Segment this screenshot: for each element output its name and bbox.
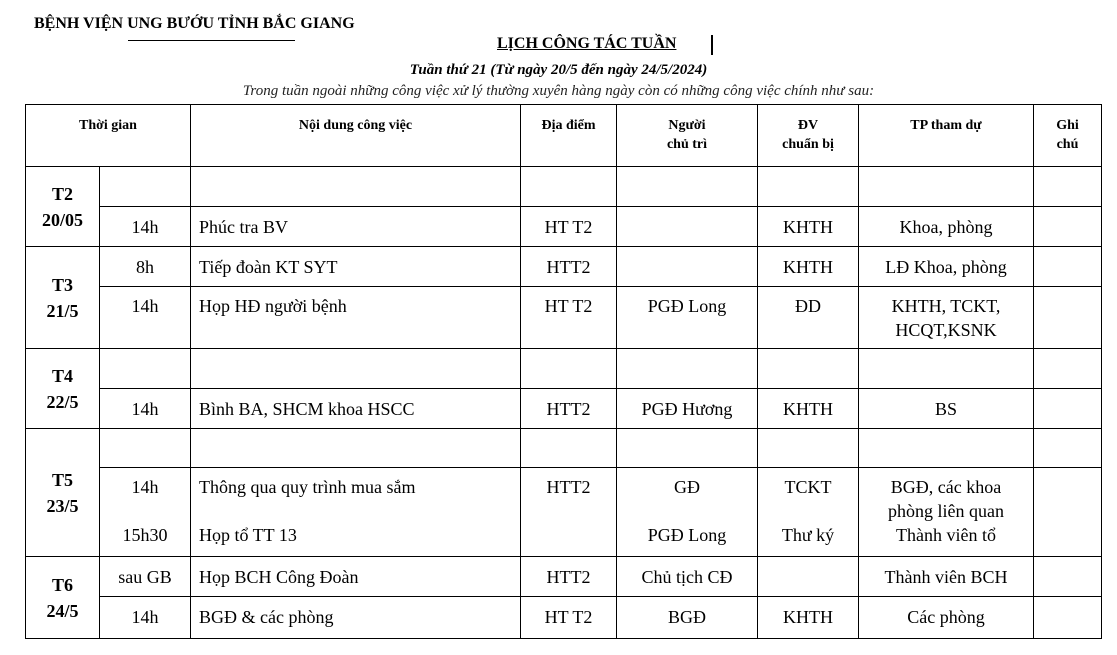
table-row bbox=[26, 167, 1102, 207]
day-cell-thu bbox=[26, 429, 100, 557]
col-note-line2: chú bbox=[1056, 137, 1079, 152]
col-location: Địa điểm bbox=[521, 105, 617, 167]
table-row bbox=[26, 207, 1102, 247]
host-line: GĐ bbox=[674, 477, 700, 497]
content-line: Họp tổ TT 13 bbox=[199, 525, 297, 545]
table-row bbox=[26, 557, 1102, 597]
day-cell-tue bbox=[26, 247, 100, 349]
location-cell: HTT2 bbox=[521, 557, 617, 597]
participants-line: Thành viên tổ bbox=[896, 525, 996, 545]
location-cell: HT T2 bbox=[521, 287, 617, 349]
content-line: Thông qua quy trình mua sắm bbox=[199, 477, 416, 497]
intro-text: Trong tuần ngoài những công việc xử lý thường xuyên hàng ngày còn có những công việc chính như sau: bbox=[242, 83, 875, 99]
col-prep-line1: ĐV bbox=[797, 118, 819, 133]
participants-cell: Các phòng bbox=[859, 597, 1034, 639]
prep-line: TCKT bbox=[784, 477, 832, 497]
day-label: T6 bbox=[51, 574, 73, 595]
content-cell: Bình BA, SHCM khoa HSCC bbox=[191, 389, 521, 429]
time-cell: 14h bbox=[100, 389, 191, 429]
day-cell-mon bbox=[26, 167, 100, 247]
time-cell bbox=[100, 468, 191, 557]
col-time: Thời gian bbox=[26, 105, 191, 167]
day-label: T3 bbox=[51, 274, 73, 295]
content-cell bbox=[191, 468, 521, 557]
day-date: 22/5 bbox=[46, 391, 79, 412]
host-cell bbox=[617, 468, 758, 557]
organization-name: BỆNH VIỆN UNG BƯỚU TỈNH BẮC GIANG bbox=[34, 15, 355, 32]
col-prep bbox=[758, 105, 859, 167]
time-line: 14h bbox=[131, 477, 159, 497]
prep-cell: KHTH bbox=[758, 389, 859, 429]
table-row bbox=[26, 247, 1102, 287]
day-label: T2 bbox=[51, 183, 73, 204]
host-cell: PGĐ Hương bbox=[617, 389, 758, 429]
day-date: 23/5 bbox=[46, 495, 79, 516]
prep-cell: KHTH bbox=[758, 207, 859, 247]
time-cell: sau GB bbox=[100, 557, 191, 597]
host-line: PGĐ Long bbox=[647, 525, 727, 545]
day-date: 21/5 bbox=[46, 300, 79, 321]
participants-line: KHTH, TCKT, bbox=[891, 296, 1001, 316]
table-row bbox=[26, 349, 1102, 389]
text-cursor bbox=[711, 35, 713, 55]
content-cell: BGĐ & các phòng bbox=[191, 597, 521, 639]
col-host-line2: chủ trì bbox=[666, 137, 708, 152]
time-cell: 8h bbox=[100, 247, 191, 287]
content-cell: Tiếp đoàn KT SYT bbox=[191, 247, 521, 287]
schedule-table bbox=[25, 104, 1102, 639]
week-subtitle: Tuần thứ 21 (Từ ngày 20/5 đến ngày 24/5/2024) bbox=[409, 62, 708, 78]
participants-cell: Khoa, phòng bbox=[859, 207, 1034, 247]
day-cell-wed bbox=[26, 349, 100, 429]
participants-cell bbox=[859, 287, 1034, 349]
time-cell: 14h bbox=[100, 207, 191, 247]
day-label: T4 bbox=[51, 365, 73, 386]
participants-line: BGĐ, các khoa bbox=[890, 477, 1002, 497]
table-row bbox=[26, 287, 1102, 349]
time-cell: 14h bbox=[100, 597, 191, 639]
day-label: T5 bbox=[51, 469, 73, 490]
participants-cell: BS bbox=[859, 389, 1034, 429]
time-cell: 14h bbox=[100, 287, 191, 349]
prep-cell bbox=[758, 557, 859, 597]
content-cell: Họp BCH Công Đoàn bbox=[191, 557, 521, 597]
day-date: 24/5 bbox=[46, 600, 79, 621]
location-cell: HTT2 bbox=[521, 389, 617, 429]
col-host-line1: Người bbox=[668, 118, 706, 133]
participants-cell bbox=[859, 468, 1034, 557]
col-prep-line2: chuẩn bị bbox=[782, 137, 834, 152]
prep-line: Thư ký bbox=[781, 525, 835, 545]
col-participants: TP tham dự bbox=[859, 105, 1034, 167]
host-cell bbox=[617, 247, 758, 287]
prep-cell bbox=[758, 468, 859, 557]
col-note-line1: Ghi bbox=[1056, 118, 1079, 133]
day-date: 20/05 bbox=[41, 209, 83, 230]
location-cell: HTT2 bbox=[521, 247, 617, 287]
prep-cell: ĐD bbox=[758, 287, 859, 349]
prep-cell: KHTH bbox=[758, 597, 859, 639]
location-cell: HTT2 bbox=[521, 468, 617, 557]
header-row bbox=[26, 105, 1102, 167]
content-cell: Phúc tra BV bbox=[191, 207, 521, 247]
day-cell-fri bbox=[26, 557, 100, 639]
time-line: 15h30 bbox=[122, 525, 168, 545]
table-row bbox=[26, 468, 1102, 557]
host-cell: Chủ tịch CĐ bbox=[617, 557, 758, 597]
page-title: LỊCH CÔNG TÁC TUẦN bbox=[497, 35, 677, 52]
host-cell: BGĐ bbox=[617, 597, 758, 639]
col-host bbox=[617, 105, 758, 167]
table-row bbox=[26, 389, 1102, 429]
host-cell bbox=[617, 207, 758, 247]
table-row bbox=[26, 597, 1102, 639]
col-note bbox=[1034, 105, 1102, 167]
content-cell: Họp HĐ người bệnh bbox=[191, 287, 521, 349]
participants-cell: LĐ Khoa, phòng bbox=[859, 247, 1034, 287]
organization-underline bbox=[128, 40, 295, 41]
participants-line: HCQT,KSNK bbox=[895, 320, 997, 340]
location-cell: HT T2 bbox=[521, 597, 617, 639]
participants-cell: Thành viên BCH bbox=[859, 557, 1034, 597]
col-content: Nội dung công việc bbox=[191, 105, 521, 167]
table-row bbox=[26, 429, 1102, 468]
prep-cell: KHTH bbox=[758, 247, 859, 287]
location-cell: HT T2 bbox=[521, 207, 617, 247]
participants-line: phòng liên quan bbox=[888, 501, 1004, 521]
host-cell: PGĐ Long bbox=[617, 287, 758, 349]
